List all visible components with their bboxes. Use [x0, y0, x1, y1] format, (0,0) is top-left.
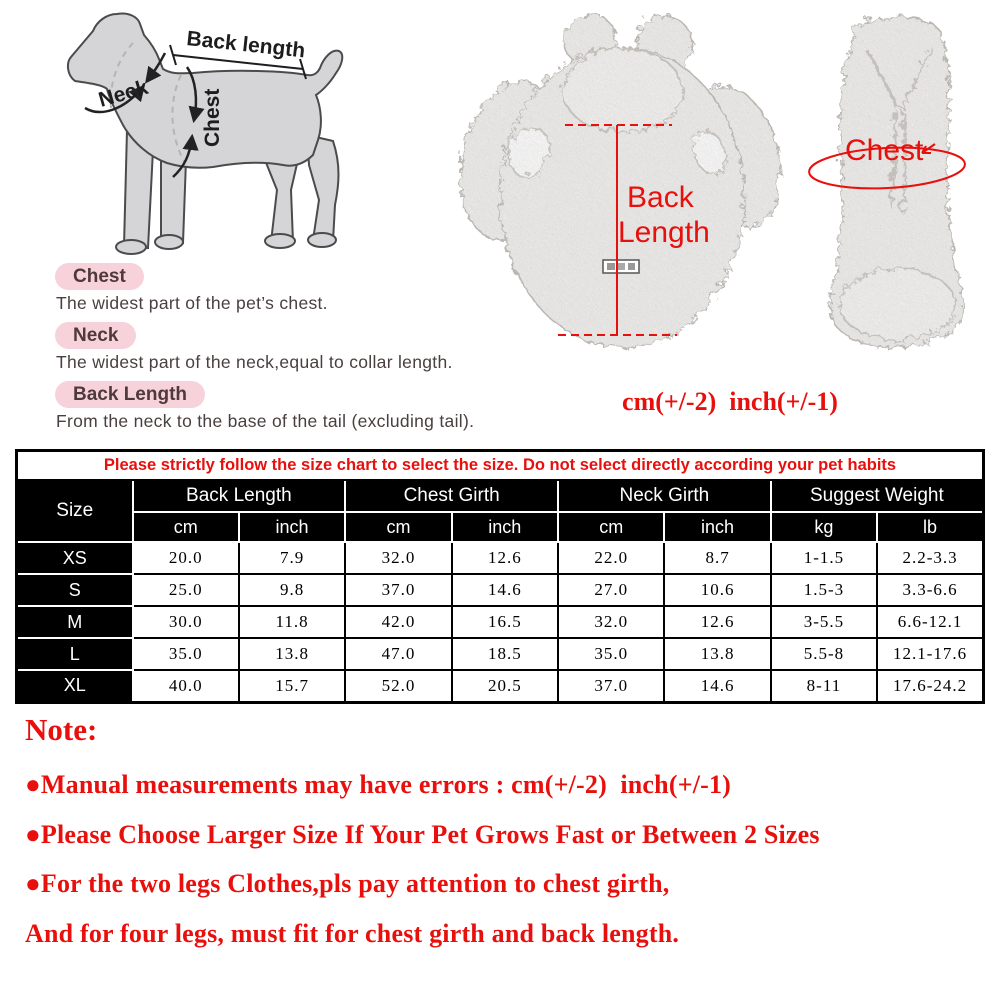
row-size-label: L	[17, 638, 133, 670]
size-value-cell: 14.6	[452, 574, 558, 606]
unit-header: cm	[133, 512, 239, 542]
table-unit-header-row	[17, 512, 984, 542]
size-value-cell: 22.0	[558, 542, 664, 574]
size-value-cell: 42.0	[345, 606, 451, 638]
back-length-definition-text: From the neck to the base of the tail (excluding tail).	[56, 411, 475, 431]
size-value-cell: 8-11	[771, 670, 877, 702]
note-item: ●Please Choose Larger Size If Your Pet Grows Fast or Between 2 Sizes	[25, 819, 820, 849]
note-item: ●Manual measurements may have errors : cm(+/-2) inch(+/-1)	[25, 770, 732, 799]
unit-header: lb	[877, 512, 983, 542]
size-value-cell: 37.0	[558, 670, 664, 702]
size-value-cell: 1.5-3	[771, 574, 877, 606]
size-value-cell: 18.5	[452, 638, 558, 670]
neck-definition-text: The widest part of the neck,equal to collar length.	[56, 352, 453, 372]
size-value-cell: 25.0	[133, 574, 239, 606]
size-value-cell: 16.5	[452, 606, 558, 638]
unit-header: inch	[239, 512, 345, 542]
note-item: And for four legs, must fit for chest girth and back length.	[25, 918, 680, 948]
table-row	[17, 542, 984, 574]
unit-header: inch	[452, 512, 558, 542]
size-table-body	[17, 542, 984, 702]
size-value-cell: 8.7	[664, 542, 770, 574]
definition-chest	[55, 263, 495, 314]
note-item: ●For the two legs Clothes,pls pay attention to chest girth,	[25, 869, 670, 899]
garment-bottom-opening	[837, 266, 953, 338]
unit-header: kg	[771, 512, 877, 542]
size-value-cell: 13.8	[239, 638, 345, 670]
size-value-cell: 11.8	[239, 606, 345, 638]
back-length-photo-label: Length	[618, 216, 710, 249]
notes-section	[25, 714, 985, 969]
unit-header: cm	[345, 512, 451, 542]
size-value-cell: 17.6-24.2	[877, 670, 983, 702]
chest-girth-group-header: Chest Girth	[345, 480, 558, 512]
garment-front-photo	[795, 0, 995, 360]
size-column-header: Size	[17, 480, 133, 542]
size-value-cell: 9.8	[239, 574, 345, 606]
back-length-photo-label: Back	[627, 181, 694, 214]
size-value-cell: 32.0	[345, 542, 451, 574]
size-value-cell: 52.0	[345, 670, 451, 702]
size-value-cell: 40.0	[133, 670, 239, 702]
care-tag-print	[628, 263, 635, 270]
unit-header: cm	[558, 512, 664, 542]
definition-neck	[55, 322, 495, 373]
neck-term-pill: Neck	[55, 322, 136, 349]
size-value-cell: 14.6	[664, 670, 770, 702]
size-value-cell: 12.6	[664, 606, 770, 638]
table-notice-row	[17, 451, 984, 481]
size-value-cell: 13.8	[664, 638, 770, 670]
size-value-cell: 3-5.5	[771, 606, 877, 638]
chest-definition-text: The widest part of the pet’s chest.	[56, 293, 328, 313]
size-value-cell: 47.0	[345, 638, 451, 670]
size-value-cell: 7.9	[239, 542, 345, 574]
dog-rear-paw-far	[308, 233, 336, 247]
size-value-cell: 12.1-17.6	[877, 638, 983, 670]
size-value-cell: 3.3-6.6	[877, 574, 983, 606]
tolerance-note: cm(+/-2) inch(+/-1)	[622, 387, 838, 416]
size-value-cell: 5.5-8	[771, 638, 877, 670]
size-value-cell: 35.0	[558, 638, 664, 670]
size-value-cell: 12.6	[452, 542, 558, 574]
size-value-cell: 6.6-12.1	[877, 606, 983, 638]
unit-header: inch	[664, 512, 770, 542]
neck-diagram-label: Neck	[96, 75, 151, 112]
size-value-cell: 27.0	[558, 574, 664, 606]
dog-rear-paw	[265, 234, 295, 248]
chest-photo-label: Chest	[845, 134, 924, 167]
dog-front-paw	[116, 240, 146, 254]
garment-hood-opening	[560, 46, 680, 130]
care-tag-print	[618, 263, 625, 270]
row-size-label: XS	[17, 542, 133, 574]
neck-girth-group-header: Neck Girth	[558, 480, 771, 512]
dog-measurement-diagram	[45, 5, 405, 275]
size-value-cell: 32.0	[558, 606, 664, 638]
size-value-cell: 15.7	[239, 670, 345, 702]
size-value-cell: 1-1.5	[771, 542, 877, 574]
definition-back-length	[55, 381, 495, 432]
row-size-label: M	[17, 606, 133, 638]
table-row	[17, 638, 984, 670]
size-value-cell: 30.0	[133, 606, 239, 638]
size-table	[15, 449, 985, 704]
table-notice: Please strictly follow the size chart to select the size. Do not select directly according your pet habits	[17, 451, 984, 481]
back-length-term-pill: Back Length	[55, 381, 205, 408]
size-value-cell: 20.5	[452, 670, 558, 702]
back-length-group-header: Back Length	[133, 480, 346, 512]
size-value-cell: 2.2-3.3	[877, 542, 983, 574]
dog-front-paw-far	[155, 235, 183, 249]
table-group-header-row	[17, 480, 984, 512]
notes-title: Note:	[25, 712, 98, 747]
table-row	[17, 606, 984, 638]
size-value-cell: 35.0	[133, 638, 239, 670]
care-tag-print	[607, 263, 615, 270]
row-size-label: S	[17, 574, 133, 606]
size-value-cell: 20.0	[133, 542, 239, 574]
back-length-diagram-label: Back length	[185, 27, 307, 63]
size-value-cell: 37.0	[345, 574, 451, 606]
chest-term-pill: Chest	[55, 263, 144, 290]
suggest-weight-group-header: Suggest Weight	[771, 480, 984, 512]
table-row	[17, 574, 984, 606]
size-value-cell: 10.6	[664, 574, 770, 606]
table-row	[17, 670, 984, 702]
row-size-label: XL	[17, 670, 133, 702]
measure-definitions	[55, 263, 495, 440]
chest-diagram-label: Chest	[201, 88, 224, 147]
